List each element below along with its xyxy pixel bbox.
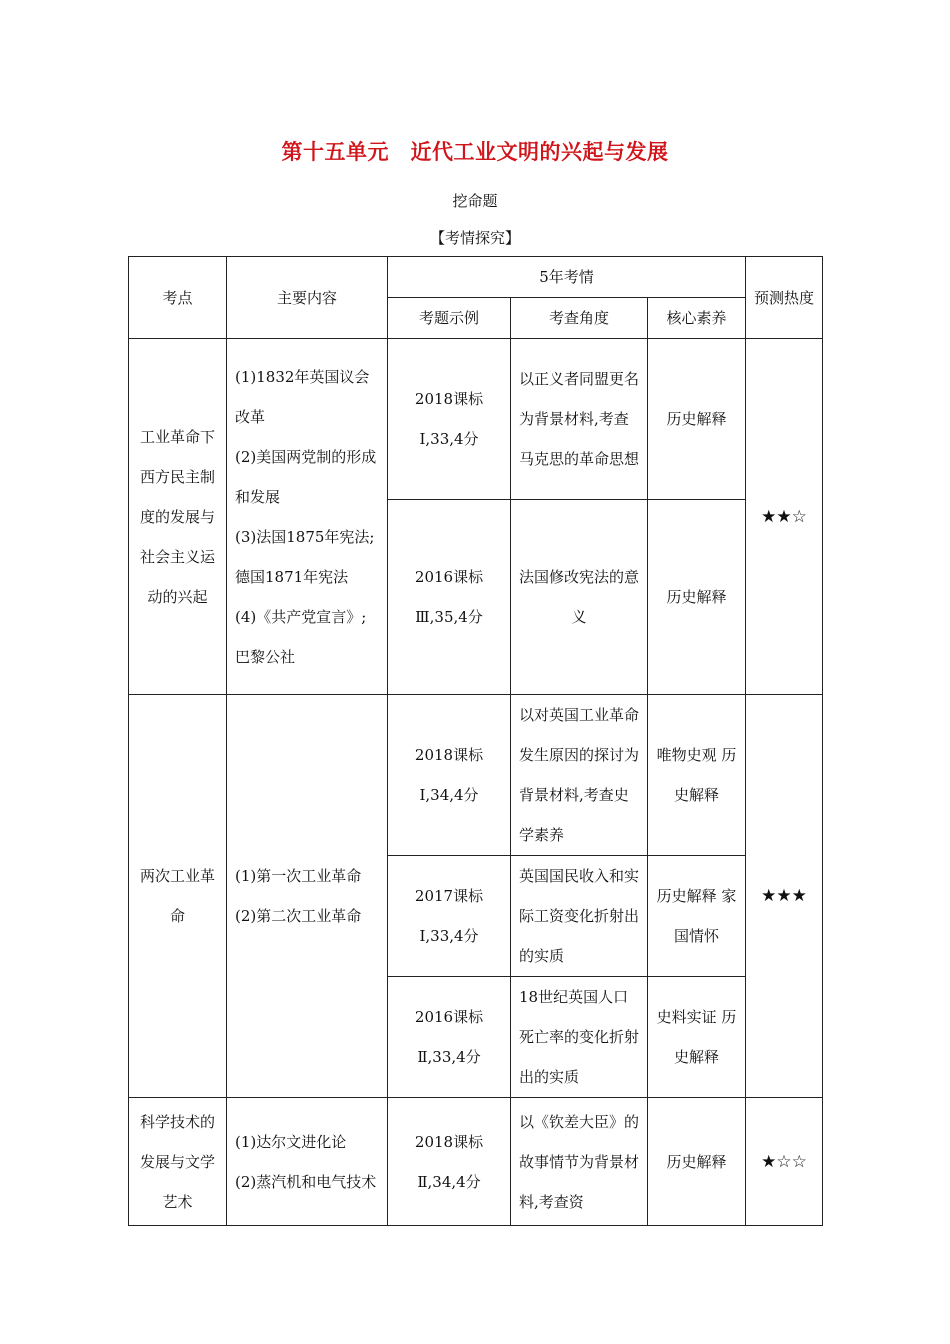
exam-example: 2018课标Ⅱ,34,4分 [388,1098,511,1226]
exam-angle: 以《钦差大臣》的故事情节为背景材料,考查资 [511,1098,648,1226]
content-item: (2)蒸汽机和电气技术 [235,1172,377,1191]
table-row [129,339,823,500]
exam-angle: 英国国民收入和实际工资变化折射出的实质 [511,856,648,977]
content-item: (2)美国两党制的形成和发展 [235,447,377,506]
core-literacy: 历史解释 [648,500,746,695]
topic-content [227,695,388,1098]
exam-angle: 以对英国工业革命发生原因的探讨为背景材料,考查史学素养 [511,695,648,856]
header-kaodian: 考点 [129,257,227,339]
exam-example: 2018课标Ⅰ,33,4分 [388,339,511,500]
header-example: 考题示例 [388,298,511,339]
table-row [129,1098,823,1226]
core-literacy: 唯物史观 历史解释 [648,695,746,856]
header-five-year: 5年考情 [388,257,746,298]
page-title: 第十五单元 近代工业文明的兴起与发展 [281,140,669,164]
content-item: (1)1832年英国议会改革 [235,367,370,426]
content-item: (3)法国1875年宪法;德国1871年宪法 [235,527,375,586]
topic-content [227,1098,388,1226]
heat-stars: ★☆☆ [746,1098,823,1226]
exam-angle: 法国修改宪法的意义 [511,500,648,695]
exam-angle: 以正义者同盟更名为背景材料,考查马克思的革命思想 [511,339,648,500]
exam-example: 2017课标Ⅰ,33,4分 [388,856,511,977]
section-heading: 【考情探究】 [429,229,520,247]
heat-stars: ★★★ [746,695,823,1098]
topic-content [227,339,388,695]
heat-stars: ★★☆ [746,339,823,695]
topic-name: 工业革命下西方民主制度的发展与社会主义运动的兴起 [129,339,227,695]
content-item: (1)第一次工业革命 [235,867,362,885]
exam-example: 2018课标Ⅰ,34,4分 [388,695,511,856]
core-literacy: 历史解释 [648,1098,746,1226]
exam-angle: 18世纪英国人口死亡率的变化折射出的实质 [511,977,648,1098]
content-item: (2)第二次工业革命 [235,907,362,925]
exam-analysis-table [128,256,823,1226]
core-literacy: 历史解释 [648,339,746,500]
exam-example: 2016课标Ⅱ,33,4分 [388,977,511,1098]
header-angle: 考查角度 [511,298,648,339]
header-literacy: 核心素养 [648,298,746,339]
topic-name: 科学技术的发展与文学艺术 [129,1098,227,1226]
topic-name: 两次工业革命 [129,695,227,1098]
table-row [129,695,823,856]
subtitle: 挖命题 [452,192,498,210]
core-literacy: 史料实证 历史解释 [648,977,746,1098]
header-heat: 预测热度 [746,257,823,339]
core-literacy: 历史解释 家国情怀 [648,856,746,977]
content-item: (1)达尔文进化论 [235,1132,347,1151]
exam-example: 2016课标Ⅲ,35,4分 [388,500,511,695]
content-item: (4)《共产党宣言》;巴黎公社 [235,607,367,666]
header-content: 主要内容 [227,257,388,339]
